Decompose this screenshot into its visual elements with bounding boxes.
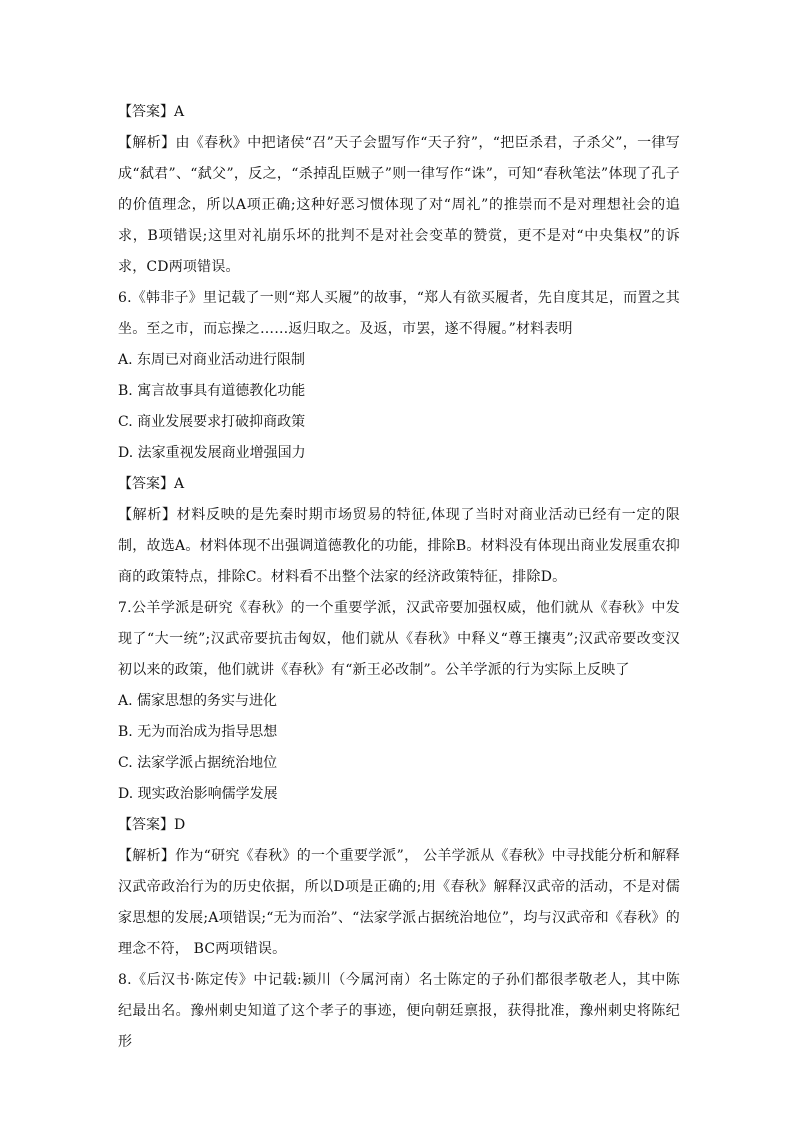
option-c: C. 法家学派占据统治地位 — [118, 755, 278, 771]
answer-line: 【答案】A — [118, 104, 185, 120]
question-6: 6.《韩非子》里记载了一则“郑人买履”的故事，“郑人有欲买履者，先自度其足，而置之其坐。至之市，而忘操之……返归取之。及返，市罢，遂不得履。”材料表明 — [118, 290, 680, 337]
analysis-paragraph: 【解析】材料反映的是先秦时期市场贸易的特征,体现了当时对商业活动已经有一定的限制，故选A。材料体现不出强调道德教化的功能，排除B。材料没有体现出商业发展重农抑商的政策特点，排除C。材料看不出整个法家的经济政策特征，排除D。 — [118, 507, 680, 585]
option-c: C. 商业发展要求打破抑商政策 — [118, 414, 306, 430]
analysis-paragraph: 【解析】作为“研究《春秋》的一个重要学派”， 公羊学派从《春秋》中寻找能分析和解释汉武帝政治行为的历史依据，所以D项是正确的;用《春秋》解释汉武帝的活动，不是对儒家思想的发展;A项错误;“无为而治”、“法家学派占据统治地位”，均与汉武帝和《春秋》的理念不符， BC两项错误。 — [118, 848, 680, 957]
question-7: 7.公羊学派是研究《春秋》的一个重要学派，汉武帝要加强权威，他们就从《春秋》中发现了“大一统”;汉武帝要抗击匈奴，他们就从《春秋》中释义“尊王攘夷”;汉武帝要改变汉初以来的政策，他们就讲《春秋》有“新王必改制”。公羊学派的行为实际上反映了 — [118, 600, 680, 678]
answer-line: 【答案】A — [118, 476, 185, 492]
option-a: A. 儒家思想的务实与进化 — [118, 693, 278, 709]
option-d: D. 法家重视发展商业增强国力 — [118, 445, 306, 461]
option-b: B. 无为而治成为指导思想 — [118, 724, 278, 740]
question-8: 8.《后汉书·陈定传》中记载:颍川（今属河南）名士陈定的子孙们都很孝敬老人，其中陈纪最出名。豫州刺史知道了这个孝子的事迹，便向朝廷禀报，获得批准，豫州刺史将陈纪形 — [118, 972, 680, 1050]
document-content — [118, 97, 680, 1058]
analysis-paragraph: 【解析】由《春秋》中把诸侯“召”天子会盟写作“天子狩”，“把臣杀君，子杀父”，一律写成“弑君”、“弑父”，反之，“杀掉乱臣贼子”则一律写作“诛”，可知“春秋笔法”体现了孔子的价值理念，所以A项正确;这种好恶习惯体现了对“周礼”的推崇而不是对理想社会的追求，B项错误;这里对礼崩乐坏的批判不是对社会变革的赞赏，更不是对“中央集权”的诉求，CD两项错误。 — [118, 135, 680, 275]
option-b: B. 寓言故事具有道德教化功能 — [118, 383, 306, 399]
option-d: D. 现实政治影响儒学发展 — [118, 786, 278, 802]
option-a: A. 东周已对商业活动进行限制 — [118, 352, 306, 368]
answer-line: 【答案】D — [118, 817, 186, 833]
